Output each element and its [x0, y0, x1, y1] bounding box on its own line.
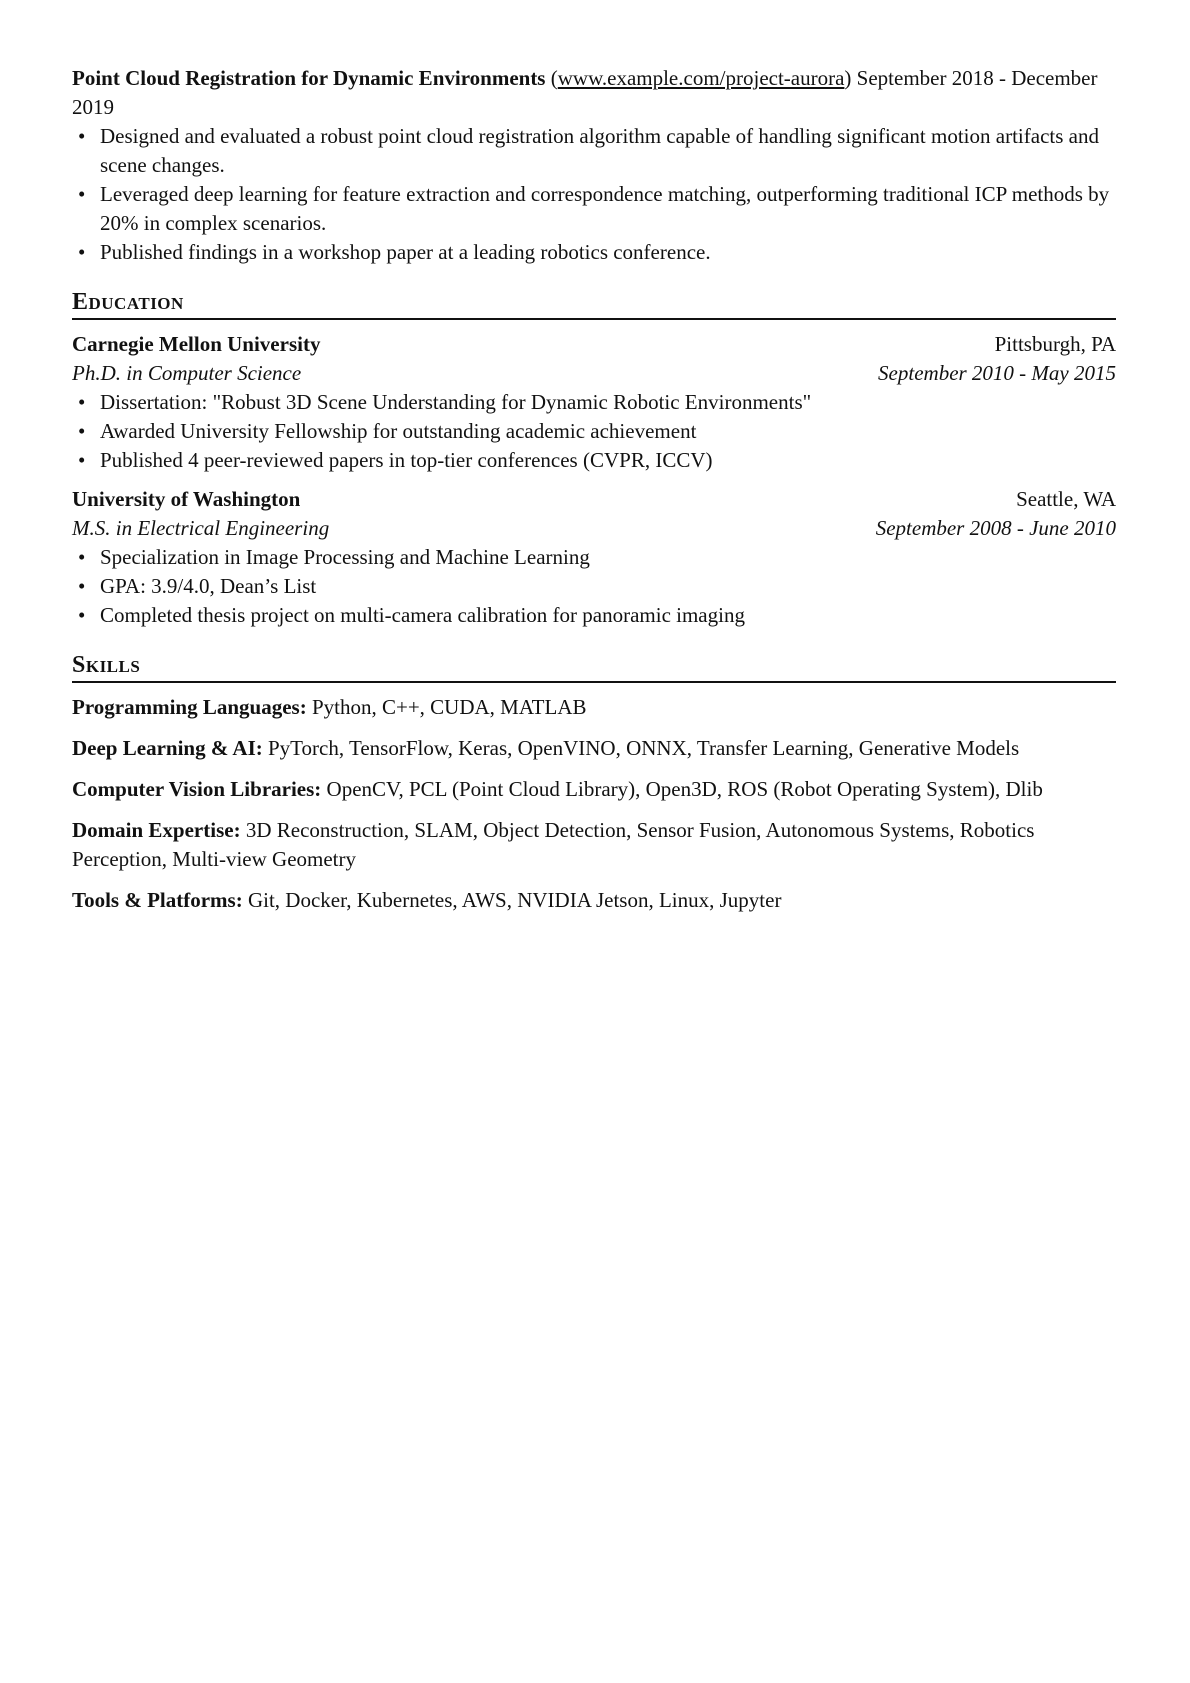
project-link[interactable]: www.example.com/project-aurora — [557, 66, 845, 90]
skill-label: Programming Languages: — [72, 695, 307, 719]
list-item: • Awarded University Fellowship for outstanding academic achievement — [72, 417, 1116, 446]
education-row — [72, 330, 1116, 359]
skill-label: Deep Learning & AI: — [72, 736, 263, 760]
school-location: Pittsburgh, PA — [994, 332, 1116, 356]
education-section — [72, 330, 1116, 630]
skill-label: Domain Expertise: — [72, 818, 241, 842]
project-bullets — [72, 122, 1116, 267]
skill-item — [72, 886, 1116, 915]
project-title: Point Cloud Registration for Dynamic Environments — [72, 66, 546, 90]
list-item: • Leveraged deep learning for feature extraction and correspondence matching, outperforming traditional ICP methods by 20% in complex scenarios. — [72, 180, 1116, 238]
list-item: • Designed and evaluated a robust point cloud registration algorithm capable of handling significant motion artifacts and scene changes. — [72, 122, 1116, 180]
school-location: Seattle, WA — [1016, 487, 1116, 511]
project-dates: September 2018 - December 2019 — [72, 66, 1098, 119]
list-item: • Published findings in a workshop paper at a leading robotics conference. — [72, 238, 1116, 267]
project-entry — [72, 64, 1116, 267]
education-bullets — [72, 543, 1116, 630]
skill-item — [72, 775, 1116, 804]
education-dates: September 2010 - May 2015 — [878, 361, 1116, 385]
skill-label: Tools & Platforms: — [72, 888, 243, 912]
skills-heading: Skills — [72, 650, 1116, 683]
list-item: • Published 4 peer-reviewed papers in top-tier conferences (CVPR, ICCV) — [72, 446, 1116, 475]
school-name: University of Washington — [72, 487, 301, 511]
skill-item — [72, 693, 1116, 722]
skill-item — [72, 734, 1116, 763]
skill-value: PyTorch, TensorFlow, Keras, OpenVINO, ONNX, Transfer Learning, Generative Models — [268, 736, 1020, 760]
skill-value: OpenCV, PCL (Point Cloud Library), Open3D, ROS (Robot Operating System), Dlib — [326, 777, 1043, 801]
education-bullets — [72, 388, 1116, 475]
education-row — [72, 359, 1116, 388]
education-dates: September 2008 - June 2010 — [875, 516, 1116, 540]
link-close-paren: ) — [844, 66, 852, 90]
list-item: • GPA: 3.9/4.0, Dean’s List — [72, 572, 1116, 601]
resume-page — [72, 64, 1116, 927]
education-row — [72, 514, 1116, 543]
skills-section — [72, 693, 1116, 915]
school-name: Carnegie Mellon University — [72, 332, 321, 356]
list-item: • Dissertation: "Robust 3D Scene Understanding for Dynamic Robotic Environments" — [72, 388, 1116, 417]
education-heading: Education — [72, 287, 1116, 320]
link-open-paren: ( — [550, 66, 558, 90]
degree: Ph.D. in Computer Science — [72, 361, 302, 385]
list-item: • Specialization in Image Processing and Machine Learning — [72, 543, 1116, 572]
degree: M.S. in Electrical Engineering — [72, 516, 330, 540]
education-entry — [72, 330, 1116, 475]
skill-label: Computer Vision Libraries: — [72, 777, 322, 801]
skill-value: Python, C++, CUDA, MATLAB — [311, 695, 587, 719]
list-item: • Completed thesis project on multi-camera calibration for panoramic imaging — [72, 601, 1116, 630]
skill-value: Git, Docker, Kubernetes, AWS, NVIDIA Jetson, Linux, Jupyter — [247, 888, 782, 912]
education-entry — [72, 485, 1116, 630]
project-header — [72, 64, 1116, 122]
skill-value: 3D Reconstruction, SLAM, Object Detection, Sensor Fusion, Autonomous Systems, Robotics Perception, Multi-view Geometry — [72, 818, 1035, 871]
education-row — [72, 485, 1116, 514]
skill-item — [72, 816, 1116, 874]
